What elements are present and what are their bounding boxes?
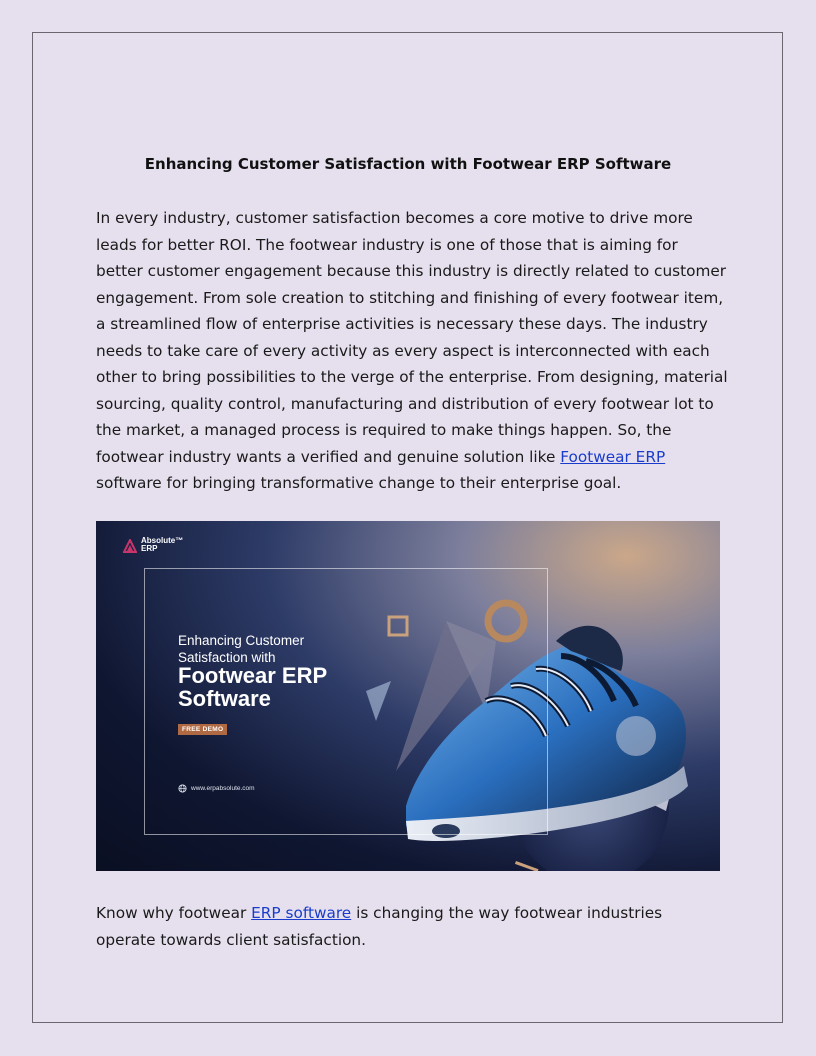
free-demo-badge: FREE DEMO — [178, 724, 227, 735]
paragraph-line: operate towards client satisfaction. — [96, 930, 366, 949]
paragraph-line: other to bring possibilities to the verge of the enterprise. From designing, material — [96, 368, 728, 386]
paragraph-line: engagement. From sole creation to stitching and finishing of every footwear item, — [96, 288, 724, 307]
paragraph-line: leads for better ROI. The footwear industry is one of those that is aiming for — [96, 235, 678, 254]
promo-banner-image — [96, 521, 720, 871]
paragraph-text: is changing the way footwear industries — [351, 904, 663, 922]
globe-icon — [178, 784, 187, 793]
banner-headline-line: Software — [178, 686, 271, 711]
paragraph-line-with-link — [96, 444, 726, 471]
closing-paragraph — [96, 900, 726, 953]
banner-url-text: www.erpabsolute.com — [191, 785, 255, 793]
document-title: Enhancing Customer Satisfaction with Footwear ERP Software — [144, 155, 672, 173]
paragraph-line: needs to take care of every activity as every aspect is interconnected with each — [96, 341, 710, 360]
paragraph-line: the market, a managed process is required to make things happen. So, the — [96, 421, 672, 439]
banner-website — [178, 784, 255, 793]
logo-line1: Absolute™ — [141, 536, 184, 545]
paragraph-line: a streamlined flow of enterprise activities is necessary these days. The industry — [96, 315, 708, 333]
intro-paragraph — [96, 205, 726, 497]
banner-headline — [178, 664, 327, 710]
banner-subtitle-line: Satisfaction with — [178, 650, 276, 665]
paragraph-text: Know why footwear — [96, 904, 252, 922]
absolute-erp-logo-icon — [123, 539, 137, 553]
paragraph-line: sourcing, quality control, manufacturing and distribution of every footwear lot to — [96, 394, 714, 413]
footwear-erp-link[interactable]: Footwear ERP — [560, 447, 666, 466]
erp-software-link[interactable]: ERP software — [251, 904, 352, 922]
paragraph-line: better customer engagement because this industry is directly related to customer — [96, 262, 727, 280]
paragraph-line: In every industry, customer satisfaction becomes a core motive to drive more — [96, 209, 693, 227]
banner-headline-line: Footwear ERP — [178, 663, 328, 688]
banner-subtitle — [178, 632, 378, 666]
paragraph-line: software for bringing transformative change to their enterprise goal. — [96, 474, 622, 492]
paragraph-line-with-link — [96, 900, 726, 927]
brand-logo-text — [141, 537, 183, 553]
paragraph-text: footwear industry wants a verified and genuine solution like — [96, 447, 561, 466]
banner-subtitle-line: Enhancing Customer — [178, 633, 305, 648]
logo-line2: ERP — [141, 544, 158, 553]
